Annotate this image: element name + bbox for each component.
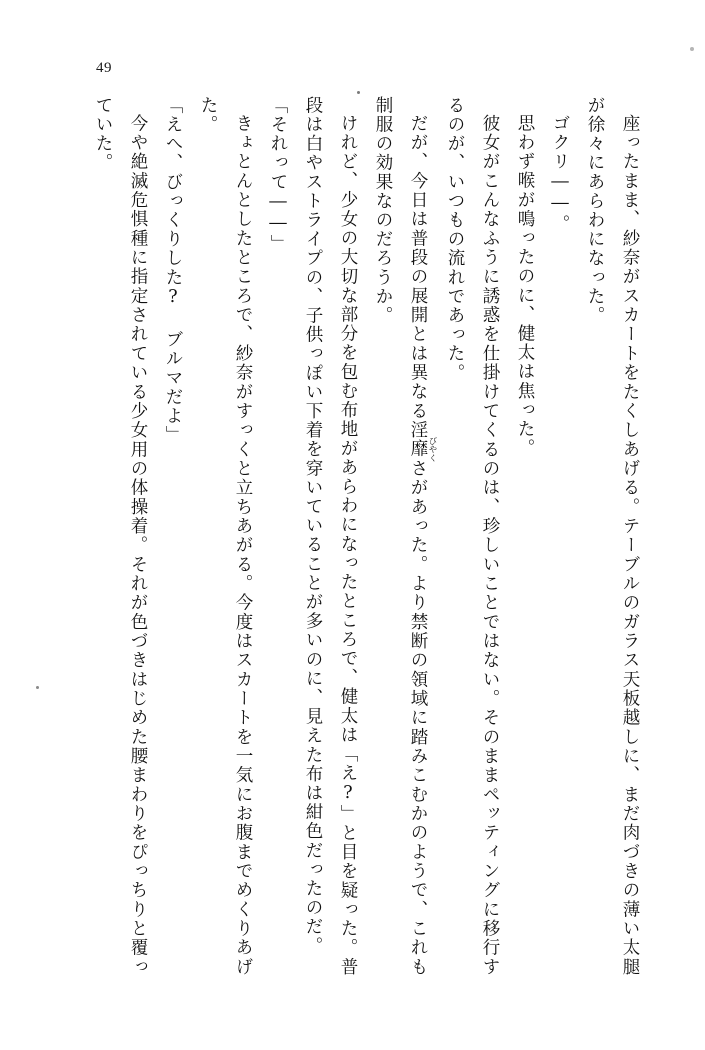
paragraph: きょとんとしたところで、紗奈がすっくと立ちあがる。今度はスカートを一気にお腹までめくりあげた。 — [198, 96, 253, 976]
paragraph: 思わず喉が鳴ったのに、健太は焦った。 — [515, 113, 535, 458]
paragraph: ゴクリ――。 — [550, 113, 570, 234]
paper-speck — [36, 686, 39, 689]
paragraph-with-ruby — [365, 96, 437, 976]
ruby-annotation — [408, 436, 437, 462]
paragraph: 座ったまま、紗奈がスカートをたくしあげる。テーブルのガラス天板越しに、まだ肉づきの薄い太腿が徐々にあらわになった。 — [585, 96, 640, 976]
ruby-base: 靡 — [408, 436, 428, 462]
paragraph-text-pre: だが、今日は普段の展開とは異なる淫 — [408, 113, 428, 440]
ruby-reading: びやく — [427, 436, 437, 462]
paragraph: 彼女がこんなふうに誘惑を仕掛けてくるのは、珍しいことではない。そのままペッティングに移行するのが、いつもの流れであった。 — [445, 96, 500, 976]
dialogue-line: 「それって――」 — [268, 96, 288, 254]
paragraph: 今や絶滅危惧種に指定されている少女用の体操着。それが色づきはじめた腰まわりをぴっちりと覆っていた。 — [93, 96, 148, 976]
page-number: 49 — [96, 60, 112, 76]
paper-speck — [357, 91, 360, 94]
paragraph-text-post: さがあった。より禁断の領域に踏みこむかのようで、これも制服の効果なのだろうか。 — [373, 96, 428, 976]
page-text-body — [87, 96, 647, 976]
dialogue-line: 「えへ、びっくりした? ブルマだよ」 — [163, 96, 183, 445]
paper-speck — [690, 47, 694, 51]
paragraph: けれど、少女の大切な部分を包む布地があらわになったところで、健太は「え?」と目を疑った。普段は白やストライプの、子供っぽい下着を穿いていることが多いのに、見えた布は紺色だったのだ。 — [303, 96, 358, 976]
